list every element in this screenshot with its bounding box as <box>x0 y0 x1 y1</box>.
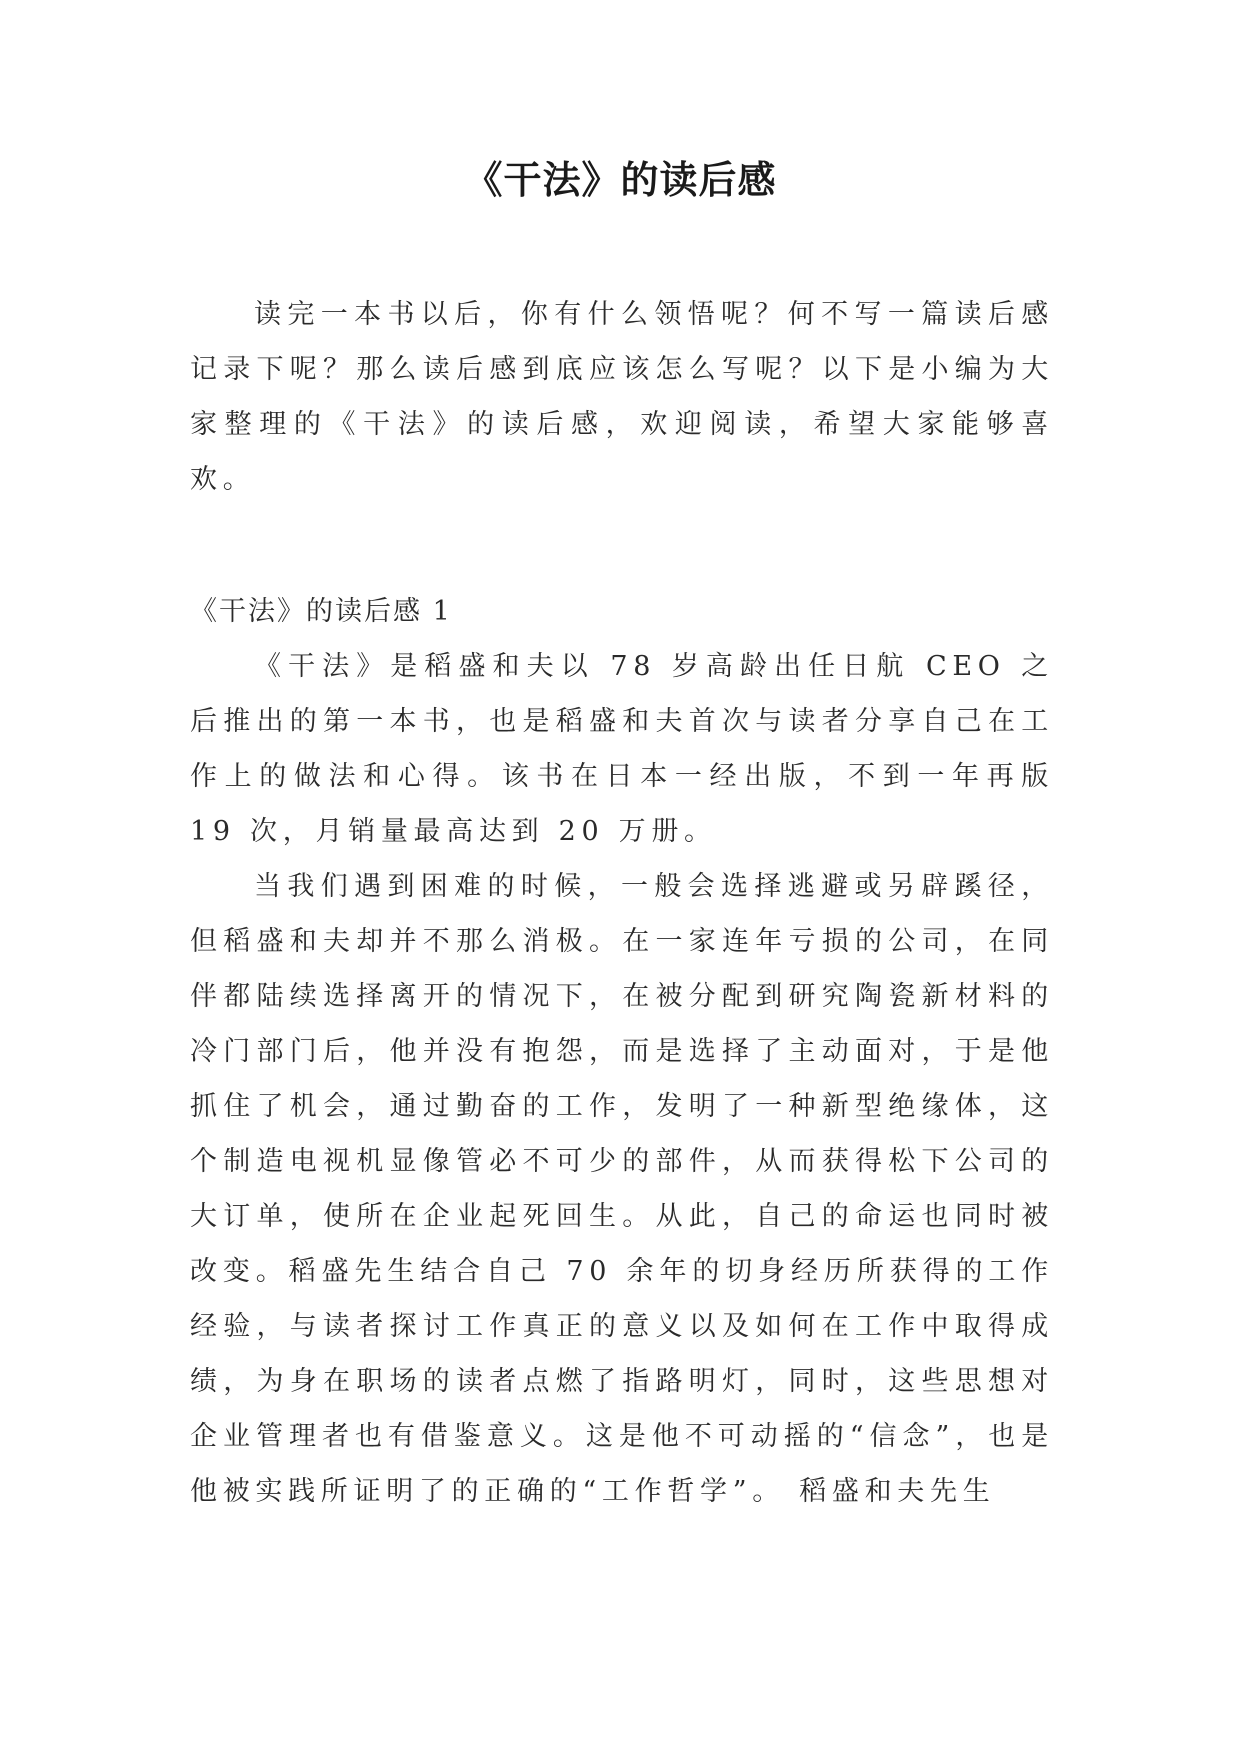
body-paragraph-1: 《干法》是稻盛和夫以 78 岁高龄出任日航 CEO 之后推出的第一本书，也是稻盛和夫首次与读者分享自己在工作上的做法和心得。该书在日本一经出版，不到一年再版 19 次，月销量最高达到 20 万册。 <box>190 651 1054 847</box>
document-title: 《干法》的读后感 <box>464 158 777 202</box>
section-heading: 《干法》的读后感 1 <box>190 596 452 627</box>
intro-paragraph: 读完一本书以后，你有什么领悟呢？何不写一篇读后感记录下呢？那么读后感到底应该怎么写呢？以下是小编为大家整理的《干法》的读后感，欢迎阅读，希望大家能够喜欢。 <box>190 299 1054 495</box>
body-paragraph-2: 当我们遇到困难的时候，一般会选择逃避或另辟蹊径，但稻盛和夫却并不那么消极。在一家连年亏损的公司，在同伴都陆续选择离开的情况下，在被分配到研究陶瓷新材料的冷门部门后，他并没有抱怨，而是选择了主动面对，于是他抓住了机会，通过勤奋的工作，发明了一种新型绝缘体，这个制造电视机显像管必不可少的部件，从而获得松下公司的大订单，使所在企业起死回生。从此，自己的命运也同时被改变。稻盛先生结合自己 70 余年的切身经历所获得的工作经验，与读者探讨工作真正的意义以及如何在工作中取得成绩，为身在职场的读者点燃了指路明灯，同时，这些思想对企业管理者也有借鉴意义。这是他不可动摇的“信念”，也是他被实践所证明了的正确的“工作哲学”。 稻盛和夫先生 <box>190 871 1054 1507</box>
